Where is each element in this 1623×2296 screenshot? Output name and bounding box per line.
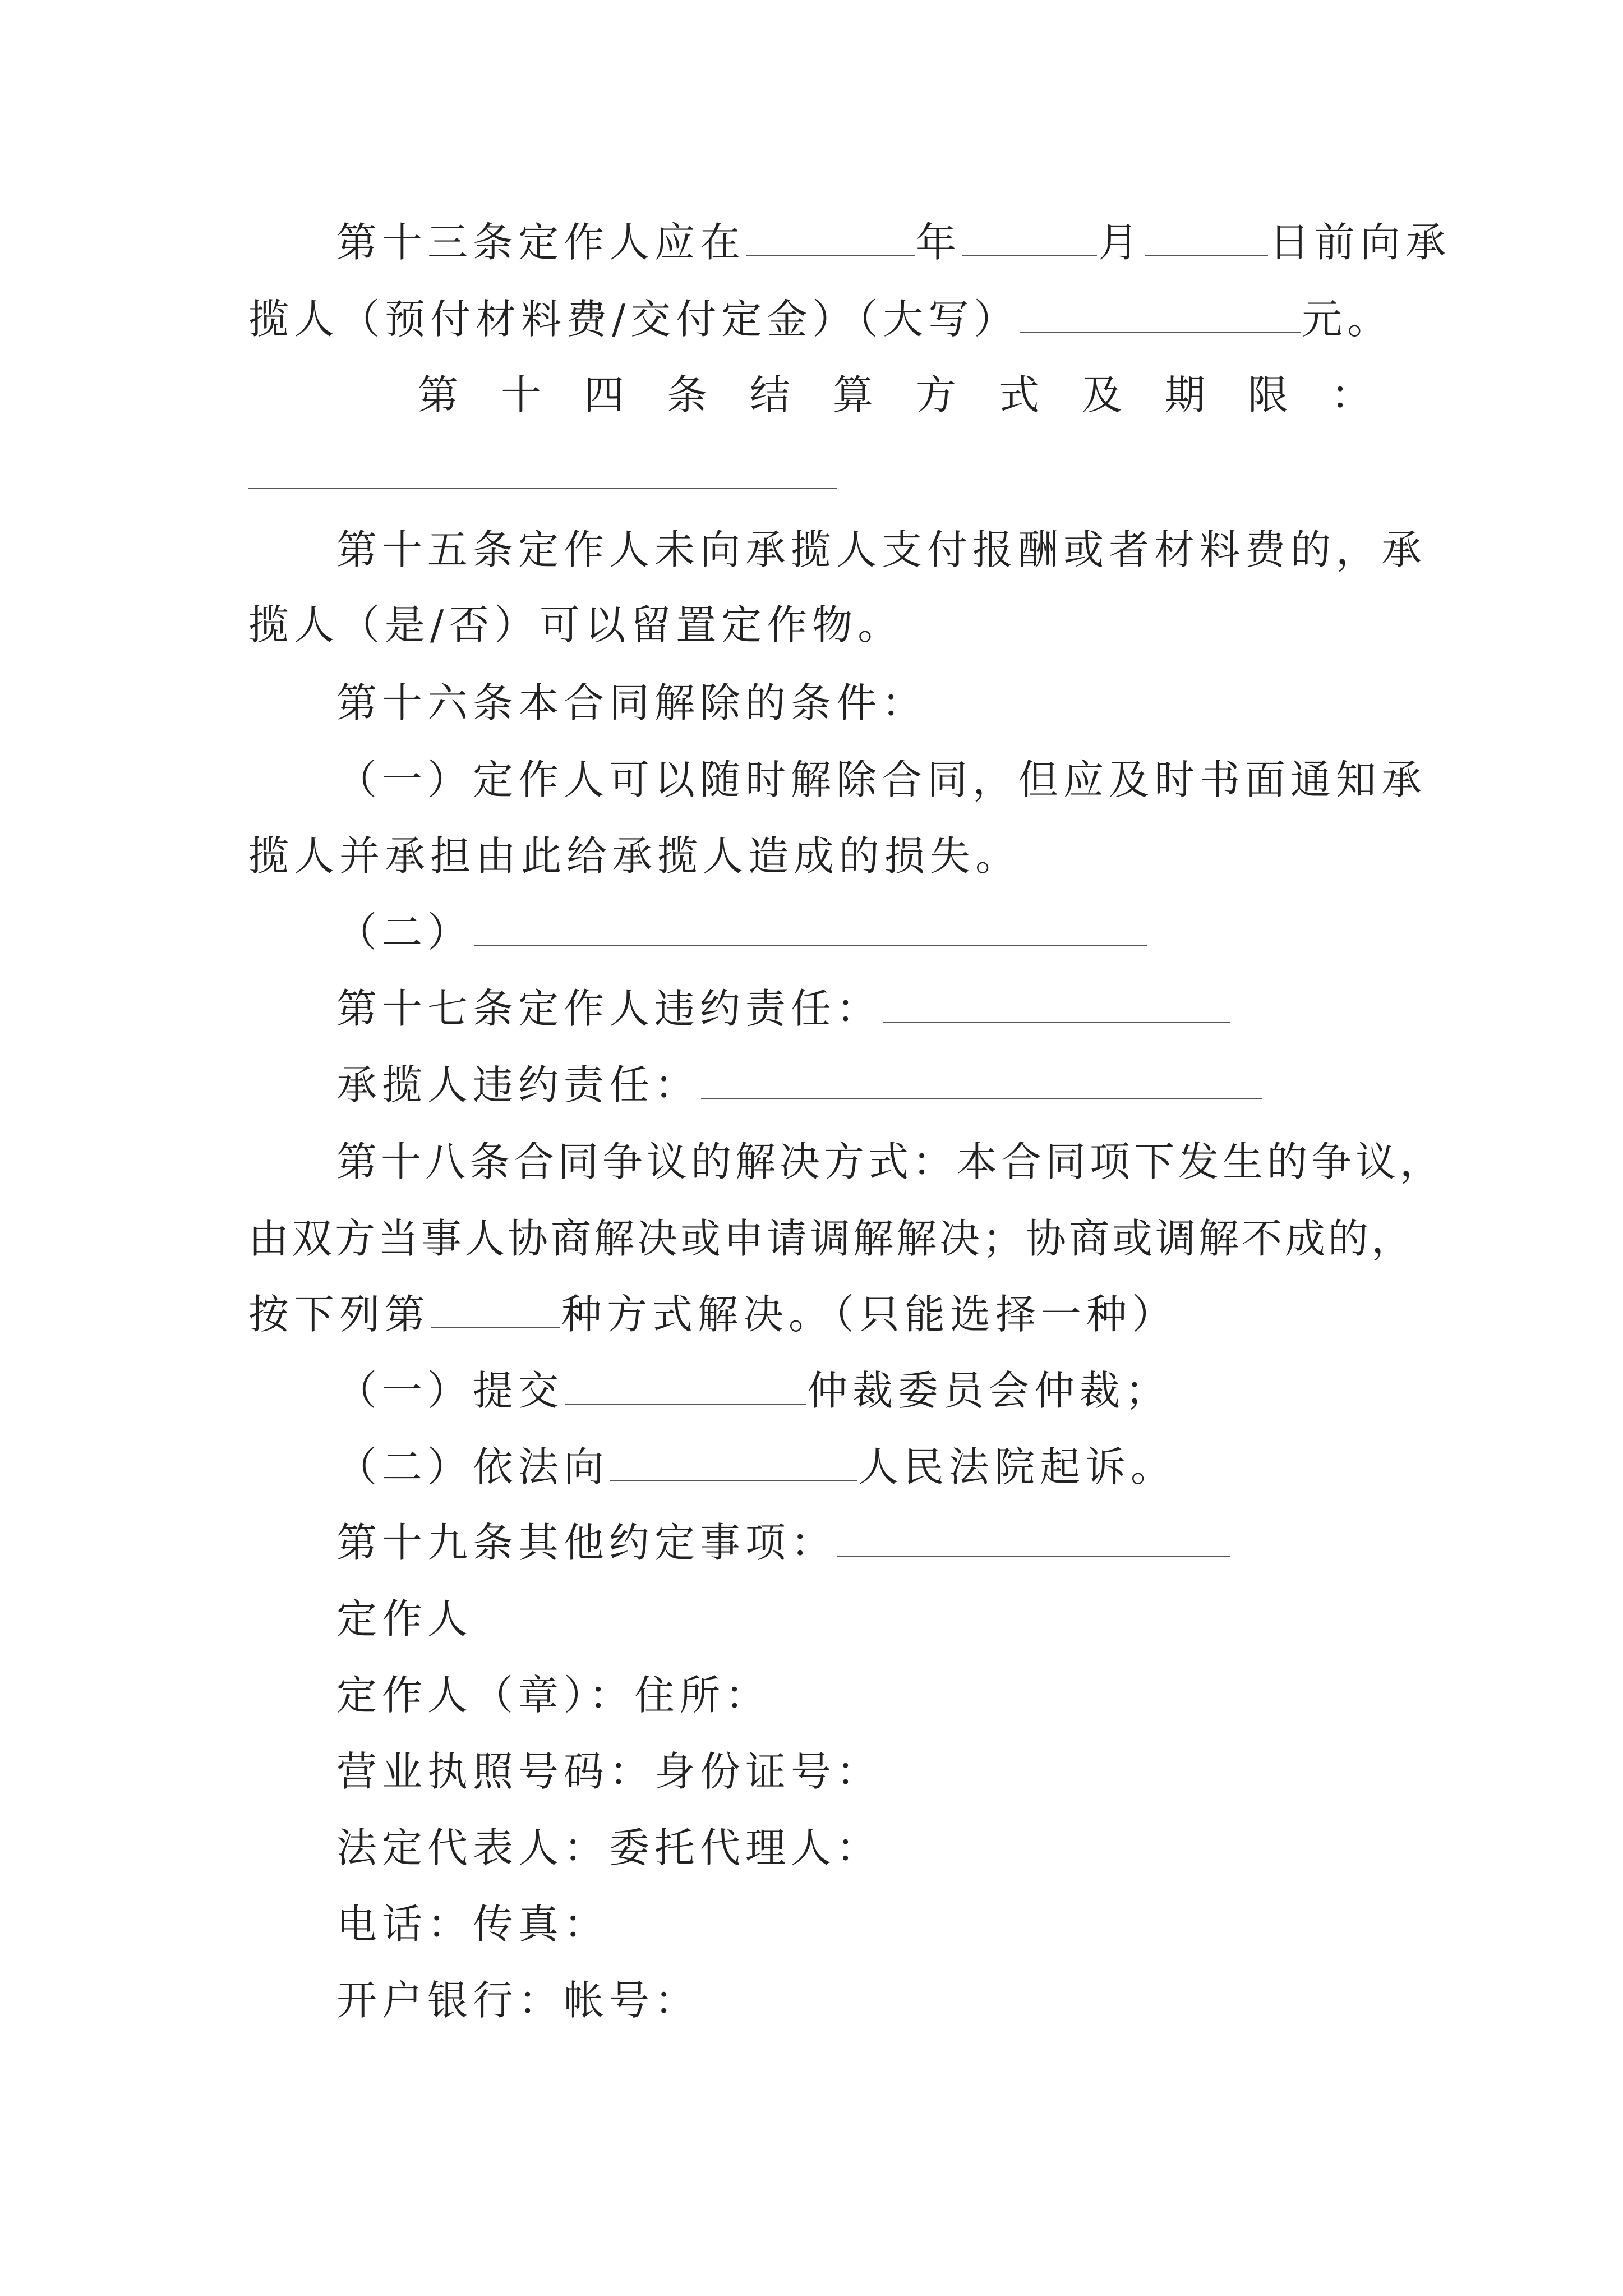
- article-17-customer: [336, 981, 1232, 1037]
- method-choice-text-a: 按下列第: [248, 1291, 431, 1338]
- month-label: 月: [1098, 219, 1144, 266]
- article-16-title: 第十六条本合同解除的条件：: [336, 679, 928, 726]
- article-15-line-2: 揽人（是/否）可以留置定作物。: [248, 601, 903, 648]
- contractor-liability-blank[interactable]: [701, 1064, 1262, 1099]
- currency-unit: 元。: [1302, 296, 1393, 343]
- customer-liability-label: 第十七条定作人违约责任：: [336, 985, 882, 1032]
- license-id-line: 营业执照号码：身份证号：: [336, 1748, 882, 1795]
- other-matters-blank[interactable]: [837, 1522, 1230, 1557]
- year-label: 年: [916, 219, 962, 266]
- option-1-text-b: 仲裁委员会仲裁；: [807, 1367, 1171, 1414]
- item-2-label: （二）: [336, 909, 473, 956]
- article-13-text-d: 日前向承: [1269, 219, 1451, 266]
- article-18-option-1: [336, 1363, 1170, 1419]
- article-18-line-1: 第十八条合同争议的解决方式：本合同项下发生的争议，: [336, 1138, 1445, 1185]
- option-1-text-a: （一）提交: [336, 1367, 564, 1414]
- month-blank[interactable]: [962, 222, 1097, 256]
- article-15-line-1: 第十五条定作人未向承揽人支付报酬或者材料费的，承: [336, 526, 1427, 573]
- day-blank[interactable]: [1145, 222, 1268, 256]
- option-2-text-a: （二）依法向: [336, 1443, 610, 1490]
- representative-line: 法定代表人：委托代理人：: [336, 1824, 882, 1871]
- method-choice-blank[interactable]: [431, 1294, 560, 1328]
- arbitration-committee-blank[interactable]: [565, 1370, 806, 1405]
- article-18-line-3: [248, 1286, 1177, 1342]
- option-2-text-b: 人民法院起诉。: [858, 1443, 1177, 1490]
- settlement-blank[interactable]: [248, 488, 837, 489]
- article-19: [336, 1515, 1231, 1571]
- article-13-text-e: 揽人（预付材料费/交付定金）（大写）: [248, 296, 1020, 343]
- article-13-line-2: [248, 291, 1393, 347]
- article-16-item-1-line-2: 揽人并承担由此给承揽人造成的损失。: [248, 832, 1021, 880]
- article-18-option-2: [336, 1439, 1176, 1495]
- article-13-text-a: 第十三条定作人应在: [336, 219, 746, 266]
- bank-account-line: 开户银行：帐号：: [336, 1977, 700, 2024]
- other-matters-label: 第十九条其他约定事项：: [336, 1519, 837, 1566]
- phone-fax-line: 电话：传真：: [336, 1901, 610, 1948]
- article-18-line-2: 由双方当事人协商解决或申请调解解决；协商或调解不成的，: [248, 1215, 1415, 1262]
- method-choice-text-b: 种方式解决。（只能选择一种）: [561, 1291, 1178, 1338]
- amount-blank[interactable]: [1020, 298, 1301, 333]
- customer-liability-blank[interactable]: [883, 988, 1230, 1023]
- article-16-item-2: [336, 904, 1148, 960]
- contractor-liability-label: 承揽人违约责任：: [336, 1061, 700, 1108]
- seal-address-line: 定作人（章）：住所：: [336, 1672, 771, 1719]
- year-blank[interactable]: [746, 222, 915, 256]
- article-13-line-1: [336, 214, 1451, 270]
- termination-condition-blank[interactable]: [474, 912, 1147, 946]
- court-name-blank[interactable]: [610, 1446, 857, 1481]
- article-17-contractor: [336, 1057, 1263, 1113]
- article-14-heading: 第十四条结算方式及期限：: [418, 371, 1414, 418]
- signature-heading: 定作人: [336, 1595, 473, 1642]
- article-16-item-1-line-1: （一）定作人可以随时解除合同，但应及时书面通知承: [336, 756, 1427, 803]
